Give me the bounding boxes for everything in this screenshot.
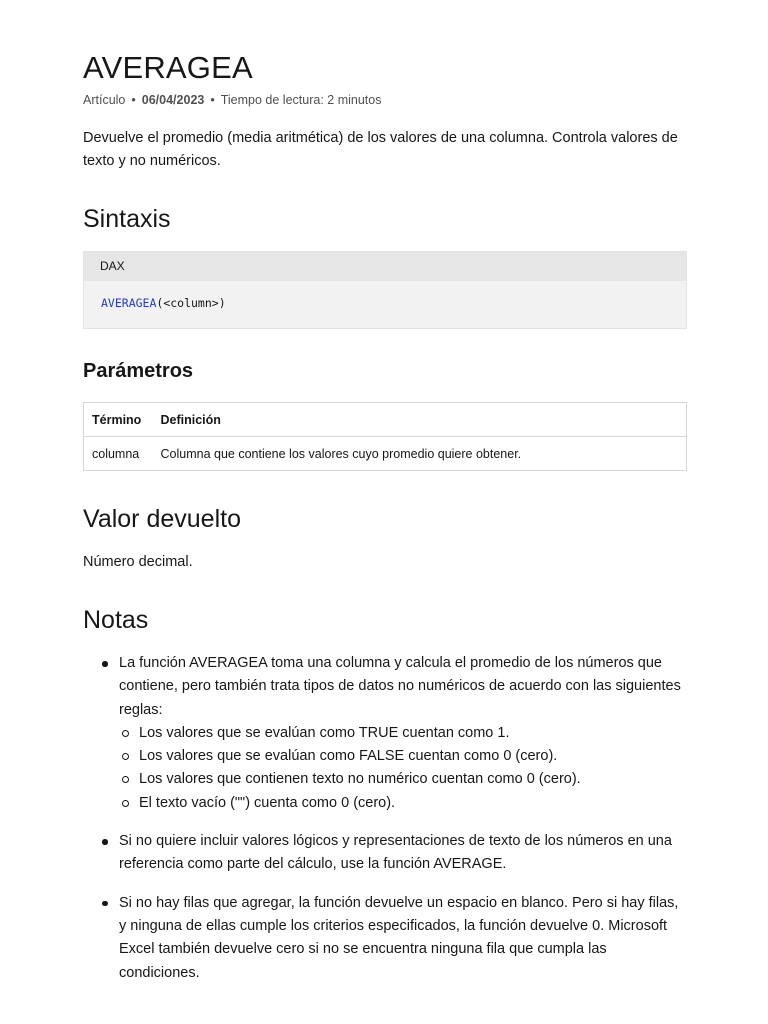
list-item bbox=[83, 652, 687, 815]
meta-separator: • bbox=[210, 93, 215, 107]
notes-heading: Notas bbox=[83, 606, 149, 634]
column-header-definition: Definición bbox=[153, 403, 687, 437]
table-row bbox=[84, 437, 687, 471]
code-block bbox=[83, 251, 687, 329]
parameters-heading: Parámetros bbox=[83, 360, 194, 382]
return-value-text: Número decimal. bbox=[83, 554, 193, 570]
article-type: Artículo bbox=[83, 93, 126, 107]
parameters-table bbox=[83, 402, 687, 471]
article-date: 06/04/2023 bbox=[141, 93, 205, 107]
article-description: Devuelve el promedio (media aritmética) de los valores de una columna. Controla valores de texto y no numéricos. bbox=[83, 130, 678, 169]
table-cell-definition: Columna que contiene los valores cuyo promedio quiere obtener. bbox=[153, 437, 687, 471]
sub-list-item: Los valores que se evalúan como FALSE cuentan como 0 (cero). bbox=[119, 745, 687, 768]
sub-list-item: Los valores que se evalúan como TRUE cuentan como 1. bbox=[119, 722, 687, 745]
reading-time-label: Tiempo de lectura: bbox=[220, 93, 324, 107]
list-item bbox=[83, 830, 687, 877]
notes-sublist bbox=[119, 722, 687, 815]
note-text: La función AVERAGEA toma una columna y calcula el promedio de los números que contiene, pero también trata tipos de datos no numéricos de acuerdo con las siguientes reglas: bbox=[119, 655, 681, 718]
table-cell-term: columna bbox=[84, 437, 153, 471]
note-text: Si no hay filas que agregar, la función devuelve un espacio en blanco. Pero si hay filas, y ninguna de ellas cumple los criterios especificados, la función devuelve 0. Microsoft Excel también devuelve cero si no se encuentra ninguna fila que cumpla las condiciones. bbox=[119, 894, 679, 981]
meta-separator: • bbox=[131, 93, 136, 107]
list-item bbox=[83, 892, 687, 985]
article-meta bbox=[83, 92, 381, 108]
reading-time-value: 2 minutos bbox=[327, 93, 382, 107]
note-text: Si no quiere incluir valores lógicos y representaciones de texto de los números en una referencia como parte del cálculo, use la función AVERAGE. bbox=[119, 833, 672, 873]
sub-list-item: Los valores que contienen texto no numérico cuentan como 0 (cero). bbox=[119, 768, 687, 791]
code-language-label: DAX bbox=[84, 252, 686, 281]
column-header-term: Término bbox=[84, 403, 153, 437]
notes-list bbox=[83, 652, 687, 1000]
code-function-name: AVERAGEA bbox=[101, 296, 157, 310]
code-function-args: (<column>) bbox=[156, 296, 226, 310]
return-value-heading: Valor devuelto bbox=[83, 505, 241, 533]
code-content[interactable] bbox=[84, 281, 686, 310]
sub-list-item: El texto vacío ("") cuenta como 0 (cero). bbox=[119, 792, 687, 815]
syntax-heading: Sintaxis bbox=[83, 205, 171, 233]
page-title: AVERAGEA bbox=[83, 50, 253, 85]
table-header-row bbox=[84, 403, 687, 437]
